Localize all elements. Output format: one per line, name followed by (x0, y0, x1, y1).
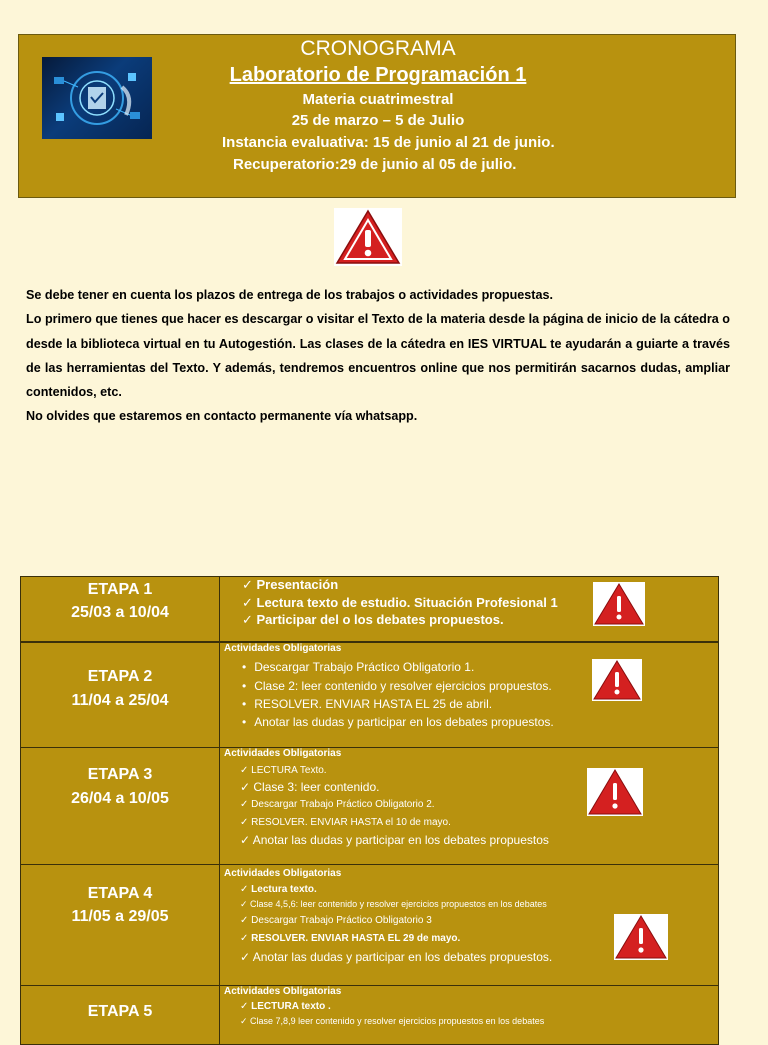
intro-paragraph: Lo primero que tienes que hacer es descargar o visitar el Texto de la materia desde la página de inicio de la cátedra o desde la biblioteca virtual en tu Autogestión. Las clases de la cátedra en IES VIRTUAL te ayudarán a guiarte a través de las herramientas del Texto. Y además, tendremos encuentros online que nos permitirán sacarnos dudas, ampliar contenidos, etc. (26, 312, 730, 400)
course-dates: 25 de marzo – 5 de Julio (291, 112, 465, 129)
activity-item: ✓ LECTURA Texto. (240, 765, 327, 776)
stage-range: 11/05 a 29/05 (71, 908, 169, 925)
activity-item: ✓ Clase 4,5,6: leer contenido y resolver ejercicios propuestos en los debates (240, 899, 547, 909)
activity-item: • Clase 2: leer contenido y resolver ejercicios propuestos. (242, 679, 552, 693)
warning-triangle-icon (593, 582, 645, 626)
activity-item: • RESOLVER. ENVIAR HASTA EL 25 de abril. (242, 697, 492, 711)
activities-heading: Actividades Obligatorias (224, 748, 342, 759)
stage-row (20, 642, 719, 748)
activity-item: ✓ Participar del o los debates propuestos. (242, 612, 504, 627)
activities-heading: Actividades Obligatorias (224, 868, 342, 879)
activity-item: • Anotar las dudas y participar en los debates propuestos. (242, 715, 554, 729)
activity-item: ✓ Descargar Trabajo Práctico Obligatorio 2. (240, 799, 435, 810)
stage-range: 26/04 a 10/05 (71, 790, 169, 807)
subject-type: Materia cuatrimestral (302, 91, 454, 108)
stage-row (20, 747, 719, 865)
stage-range: 11/04 a 25/04 (71, 692, 169, 709)
activity-item: ✓ Anotar las dudas y participar en los debates propuestos. (240, 950, 553, 964)
evaluation-dates: Instancia evaluativa: 15 de junio al 21 de junio. (222, 134, 555, 151)
activity-item: ✓ Anotar las dudas y participar en los debates propuestos (240, 833, 549, 847)
intro-paragraph: Se debe tener en cuenta los plazos de entrega de los trabajos o actividades propuestas. (26, 288, 554, 302)
activity-item: ✓ RESOLVER. ENVIAR HASTA EL 29 de mayo. (240, 933, 461, 944)
activity-item: ✓ Lectura texto de estudio. Situación Profesional 1 (242, 595, 558, 610)
stage-name: ETAPA 5 (87, 1003, 153, 1020)
activity-item: ✓ LECTURA texto . (240, 1001, 331, 1012)
activity-item: ✓ Clase 7,8,9 leer contenido y resolver ejercicios propuestos en los debates (240, 1016, 545, 1026)
activities-heading: Actividades Obligatorias (224, 643, 342, 654)
intro-paragraph: No olvides que estaremos en contacto permanente vía whatsapp. (26, 409, 418, 424)
recovery-dates: Recuperatorio:29 de junio al 05 de julio. (233, 156, 517, 173)
stage-row (20, 864, 719, 986)
intro-text (26, 283, 730, 429)
page-title: CRONOGRAMA (300, 37, 456, 60)
stage-name: ETAPA 1 (87, 581, 153, 598)
activity-item: ✓ Descargar Trabajo Práctico Obligatorio 3 (240, 915, 432, 926)
activity-item: ✓ RESOLVER. ENVIAR HASTA el 10 de mayo. (240, 817, 451, 828)
stage-range: 25/03 a 10/04 (71, 604, 169, 621)
warning-triangle-icon (592, 659, 642, 701)
activity-item: ✓ Presentación (242, 577, 339, 592)
warning-triangle-icon (334, 208, 402, 266)
stage-name: ETAPA 3 (87, 766, 153, 783)
stage-name: ETAPA 2 (87, 668, 153, 685)
stage-row (20, 985, 719, 1045)
warning-triangle-icon (614, 914, 668, 960)
header-banner (18, 34, 736, 198)
subject-name: Laboratorio de Programación 1 (229, 64, 527, 86)
activity-item: • Descargar Trabajo Práctico Obligatorio 1. (242, 660, 474, 674)
warning-triangle-icon (587, 768, 643, 816)
stage-name: ETAPA 4 (87, 885, 153, 902)
activity-item: ✓ Clase 3: leer contenido. (240, 780, 380, 794)
activity-item: ✓ Lectura texto. (240, 884, 317, 895)
stage-row (20, 576, 719, 642)
activities-heading: Actividades Obligatorias (224, 986, 342, 997)
